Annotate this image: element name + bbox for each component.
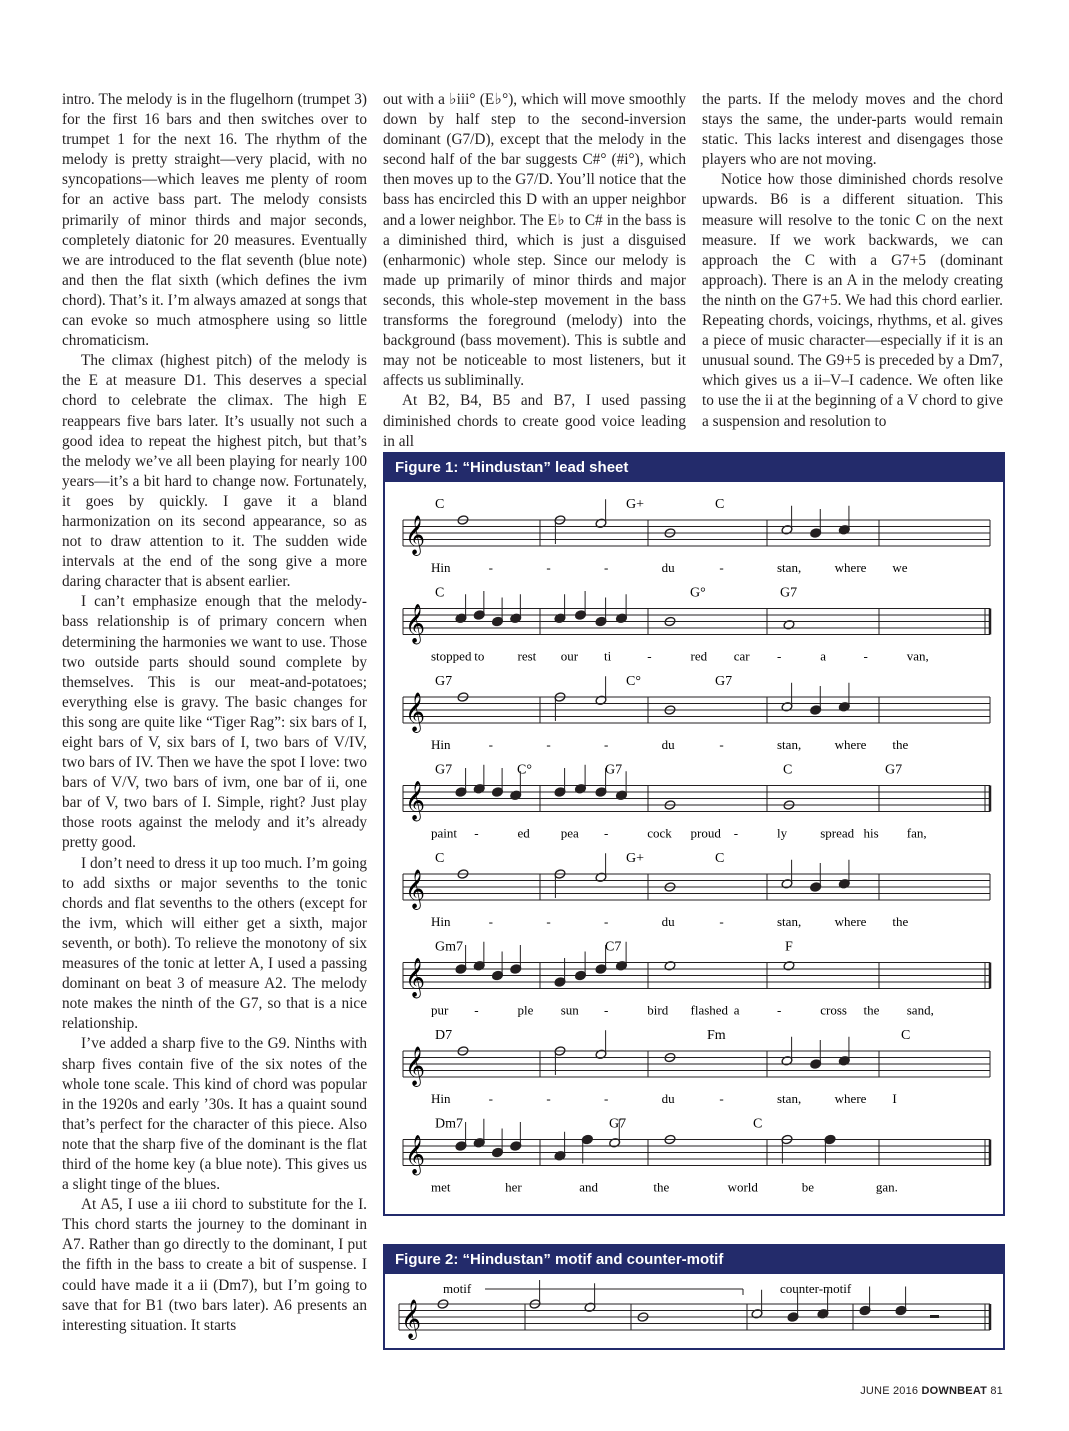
lyric-syllable: du bbox=[661, 1091, 675, 1106]
treble-clef-icon: 𝄞 bbox=[405, 517, 426, 554]
chord-symbol: Gm7 bbox=[435, 939, 463, 955]
lyric-syllable: a bbox=[733, 1002, 740, 1018]
lyric-syllable: red bbox=[690, 648, 708, 664]
chord-symbol: G7 bbox=[609, 1116, 627, 1132]
lyric-syllable: - bbox=[546, 560, 551, 575]
lyric-syllable: - bbox=[488, 1091, 494, 1106]
lyric-syllable: du bbox=[661, 560, 675, 575]
lyric-syllable: Hin bbox=[431, 737, 451, 752]
figure-1-lead-sheet bbox=[383, 452, 1005, 1216]
paragraph: At A5, I use a iii chord to substitute for the I. This chord starts the journey to the dominant in A7. Rather than go directly to the dominant, I put the fifth in the bass to create a bit of suspense. I could have made it a ii (Dm7), but I’m going to save that for B1 (two bars later). A6 presents an interesting situation. It starts bbox=[62, 1196, 367, 1334]
chord-symbol: C bbox=[783, 762, 793, 778]
lyric-syllable: - bbox=[777, 1002, 782, 1018]
lyric-syllable: - bbox=[647, 648, 652, 664]
lyric-syllable: rest bbox=[517, 648, 537, 664]
lyric-syllable: - bbox=[604, 560, 609, 575]
lyric-syllable: the bbox=[892, 737, 909, 752]
paragraph: out with a ♭iii° (E♭°), which will move smoothly down by half step to the second-inversion dominant (G7/D), except that the melody in the second half of the bar suggests C#° (#i°), which then moves up to the G7/D. You’ll notice that the bass has encircled this D with an upper neighbor and a lower neighbor. The E♭ to C# in the bass is a diminished third, which is just a disguised (enharmonic) whole step. Since our melody is made up primarily of minor thirds and major seconds, this whole-step movement in the bass transforms the foreground (melody) into the background (bass movement). This is subtle and may not be noticeable to most listeners, but it affects us subliminally. bbox=[383, 91, 686, 390]
chord-symbol: C7 bbox=[605, 939, 622, 955]
lyric-syllable: the bbox=[653, 1179, 670, 1195]
lyric-syllable: the bbox=[863, 1002, 880, 1018]
lyric-syllable: du bbox=[661, 914, 675, 929]
lyric-syllable: Hin bbox=[431, 1091, 451, 1106]
lyric-syllable: - bbox=[546, 737, 551, 752]
chord-symbol: C bbox=[715, 497, 725, 512]
paragraph: the parts. If the melody moves and the chord stays the same, the under-parts would remain static. This lacks interest and disengages those players who are not moving. bbox=[702, 91, 1003, 169]
lyric-syllable: her bbox=[505, 1179, 522, 1195]
article-column-1 bbox=[62, 90, 367, 1336]
lyric-syllable: - bbox=[733, 825, 739, 841]
lead-sheet-notation bbox=[385, 482, 999, 1210]
lyric-syllable: spread bbox=[820, 825, 855, 841]
lyric-syllable: Hin bbox=[431, 560, 451, 575]
lyric-syllable: ed bbox=[517, 825, 530, 841]
lyric-syllable: sand, bbox=[906, 1002, 934, 1018]
lyric-syllable: flashed bbox=[690, 1002, 729, 1018]
chord-symbol: D7 bbox=[435, 1028, 453, 1043]
lyric-syllable: - bbox=[546, 1091, 551, 1106]
figure-2-body bbox=[385, 1274, 1003, 1349]
lyric-syllable: - bbox=[488, 560, 494, 575]
lyric-syllable: ti bbox=[604, 648, 612, 664]
paragraph: I’ve added a sharp five to the G9. Ninths with sharp fives contain five of the six notes of the whole tone scale. This kind of chord was popular in the 1920s and early ’30s. It has a quaint sound that’s perfect for the character of this piece. Also note that the sharp five of the dominant is the flat third of the home key (a blue note). This gives us a slight tinge of the blues. bbox=[62, 1035, 367, 1194]
lyric-syllable: - bbox=[604, 737, 609, 752]
lyric-syllable: cock bbox=[647, 825, 672, 841]
lyric-syllable: proud bbox=[690, 825, 721, 841]
figure-1-title: Figure 1: “Hindustan” lead sheet bbox=[385, 454, 1003, 482]
lyric-syllable: fan, bbox=[906, 825, 927, 841]
paragraph: At B2, B4, B5 and B7, I used passing diminished chords to create good voice leading in all bbox=[383, 392, 686, 450]
lyric-syllable: pea bbox=[560, 825, 579, 841]
lyric-syllable: where bbox=[834, 914, 867, 929]
lyric-syllable: - bbox=[604, 1091, 609, 1106]
lyric-syllable: - bbox=[777, 648, 782, 664]
lyric-syllable: I bbox=[892, 1091, 897, 1106]
lyric-syllable: where bbox=[834, 560, 867, 575]
chord-symbol: G° bbox=[690, 585, 706, 601]
paragraph: I can’t emphasize enough that the melody-bass relationship is of primary concern when determining the harmonies we want to use. Those two outside parts should sound complete by themselves. This is our meat-and-potatoes; everything else is gravy. The basic changes for this song are quite like “Tiger Rag”: six bars of I, eight bars of V, six bars of I, two bars of V/IV, two bars of IV. Then we have the spot I love: two bars of V/V, two bars of ivm, one bar of ii, one bar of V, two bars of I. Simple, right? Just play those roots against the melody and it’s already pretty good. bbox=[62, 593, 367, 852]
chord-symbol: C bbox=[715, 851, 725, 866]
chord-symbol: G7 bbox=[605, 762, 623, 778]
chord-symbol: Dm7 bbox=[435, 1116, 463, 1132]
chord-symbol: C bbox=[435, 851, 445, 866]
paragraph: I don’t need to dress it up too much. I’m going to add sixths or major sevenths to the tonic chords and flat sevenths to the others (except for the ivm, which will either get a sixth, major seventh, or both). To relieve the monotony of six measures of the tonic at letter A, I used a passing dominant on beat 3 of measure A2. The melody note makes the ninth of the G7, so that is a nice relationship. bbox=[62, 854, 367, 1033]
footer-magazine: DOWNBEAT bbox=[921, 1385, 988, 1397]
lyric-syllable: we bbox=[892, 560, 908, 575]
chord-symbol: C bbox=[435, 497, 445, 512]
chord-symbol: G+ bbox=[626, 497, 645, 512]
article-column-3 bbox=[702, 90, 1003, 432]
lyric-syllable: ly bbox=[777, 825, 788, 841]
chord-symbol: G7 bbox=[885, 762, 903, 778]
lyric-syllable: sun bbox=[560, 1002, 579, 1018]
lyric-syllable: a bbox=[820, 648, 827, 664]
lyric-syllable: - bbox=[719, 737, 724, 752]
chord-symbol: C° bbox=[626, 674, 641, 689]
lyric-syllable: Hin bbox=[431, 914, 451, 929]
lyric-syllable: - bbox=[604, 825, 609, 841]
treble-clef-icon: 𝄞 bbox=[405, 871, 426, 908]
lyric-syllable: stan, bbox=[777, 1091, 802, 1106]
lyric-syllable: - bbox=[488, 737, 494, 752]
lyric-syllable: pur bbox=[431, 1002, 449, 1018]
lyric-syllable: - bbox=[719, 1091, 724, 1106]
lyric-syllable: - bbox=[719, 914, 724, 929]
lyric-syllable: du bbox=[661, 737, 675, 752]
motif-label: motif bbox=[443, 1281, 472, 1296]
chord-symbol: C bbox=[435, 585, 445, 601]
lyric-syllable: - bbox=[604, 914, 609, 929]
chord-symbol: G7 bbox=[435, 762, 453, 778]
chord-symbol: C° bbox=[517, 762, 532, 778]
lyric-syllable: - bbox=[719, 560, 724, 575]
chord-symbol: G7 bbox=[435, 674, 453, 689]
lyric-syllable: our bbox=[560, 648, 579, 664]
paragraph: intro. The melody is in the flugelhorn (trumpet 3) for the first 16 bars and then switches over to trumpet 1 for the next 16. The rhythm of the melody is pretty straight—very placid, with no syncopations—which leaves me plenty of room for an active bass part. The melody consists primarily of minor thirds and major seconds, completely diatonic for 20 measures. Eventually we are introduced to the flat seventh (blue note) and then the flat sixth (which defines the ivm chord). That’s it. I’m always amazed at songs that can evoke so much atmosphere using so little chromaticism. bbox=[62, 91, 367, 350]
paragraph: The climax (highest pitch) of the melody is the E at measure D1. This deserves a special chord to celebrate the climax. The high E reappears five bars later. It’s usually not such a good idea to repeat the highest pitch, but that’s the melody we’ve all been playing for nearly 100 years—it’s a bit hard to change now. Fortunately, it goes by quickly. I gave it a bland harmonization on its second appearance, so as not to draw attention to it. The sudden wide intervals at the end of the song give a more daring character that is absent earlier. bbox=[62, 352, 367, 591]
lyric-syllable: where bbox=[834, 737, 867, 752]
lyric-syllable: - bbox=[863, 648, 868, 664]
chord-symbol: C bbox=[753, 1116, 763, 1132]
chord-symbol: G7 bbox=[715, 674, 733, 689]
figure-1-body bbox=[385, 482, 1003, 1215]
figure-2-title: Figure 2: “Hindustan” motif and counter-motif bbox=[385, 1246, 1003, 1274]
lyric-syllable: van, bbox=[906, 648, 929, 664]
page-footer bbox=[860, 1385, 1003, 1397]
lyric-syllable: cross bbox=[820, 1002, 847, 1018]
chord-symbol: G7 bbox=[780, 585, 798, 601]
treble-clef-icon: 𝄞 bbox=[405, 782, 426, 820]
treble-clef-icon: 𝄞 bbox=[405, 1136, 426, 1174]
chord-symbol: F bbox=[785, 939, 793, 955]
lyric-syllable: stan, bbox=[777, 737, 802, 752]
lyric-syllable: gan. bbox=[875, 1179, 898, 1195]
lyric-syllable: - bbox=[604, 1002, 609, 1018]
footer-date: JUNE 2016 bbox=[860, 1385, 919, 1397]
lyric-syllable: - bbox=[474, 1002, 479, 1018]
half-rest-icon bbox=[930, 1315, 939, 1318]
lyric-syllable: where bbox=[834, 1091, 867, 1106]
lyric-syllable: be bbox=[801, 1179, 814, 1195]
lyric-syllable: the bbox=[892, 914, 909, 929]
lyric-syllable: bird bbox=[647, 1002, 669, 1018]
treble-clef-icon: 𝄞 bbox=[405, 605, 426, 643]
lyric-syllable: ple bbox=[517, 1002, 534, 1018]
treble-clef-icon: 𝄞 bbox=[405, 959, 426, 997]
paragraph: Notice how those diminished chords resolve upwards. B6 is a different situation. This measure will resolve to the tonic C on the next measure. If we work backwards, we can approach the C with a G7+5 (dominant approach). There is an A in the melody creating the ninth on the G7+5. We had this chord earlier. Repeating chords, voicings, rhythms, et al. gives a piece of music character—especially if it is an unusual sound. The G9+5 is preceded by a Dm7, which gives us a ii–V–I cadence. We often like to use the ii at the beginning of a V chord to give a suspension and resolution to bbox=[702, 171, 1003, 430]
article-column-2 bbox=[383, 90, 686, 452]
footer-page-number: 81 bbox=[990, 1385, 1003, 1397]
treble-clef-icon: 𝄞 bbox=[401, 1301, 422, 1338]
lyric-syllable: and bbox=[579, 1179, 599, 1195]
chord-symbol: C bbox=[901, 1028, 911, 1043]
treble-clef-icon: 𝄞 bbox=[405, 1048, 426, 1085]
figure-2-motif bbox=[383, 1244, 1005, 1350]
lyric-syllable: car bbox=[733, 648, 750, 664]
lyric-syllable: stan, bbox=[777, 914, 802, 929]
lyric-syllable: - bbox=[474, 825, 479, 841]
treble-clef-icon: 𝄞 bbox=[405, 694, 426, 731]
lyric-syllable: to bbox=[474, 648, 485, 664]
lyric-syllable: - bbox=[488, 914, 494, 929]
chord-symbol: G+ bbox=[626, 851, 645, 866]
lyric-syllable: paint bbox=[431, 825, 457, 841]
lyric-syllable: stan, bbox=[777, 560, 802, 575]
lyric-syllable: stopped bbox=[431, 648, 472, 664]
counter-motif-label: counter-motif bbox=[780, 1281, 852, 1296]
lyric-syllable: his bbox=[863, 825, 879, 841]
chord-symbol: Fm bbox=[707, 1028, 726, 1043]
motif-notation bbox=[385, 1274, 999, 1344]
lyric-syllable: - bbox=[546, 914, 551, 929]
lyric-syllable: world bbox=[727, 1179, 758, 1195]
lyric-syllable: met bbox=[431, 1179, 451, 1195]
